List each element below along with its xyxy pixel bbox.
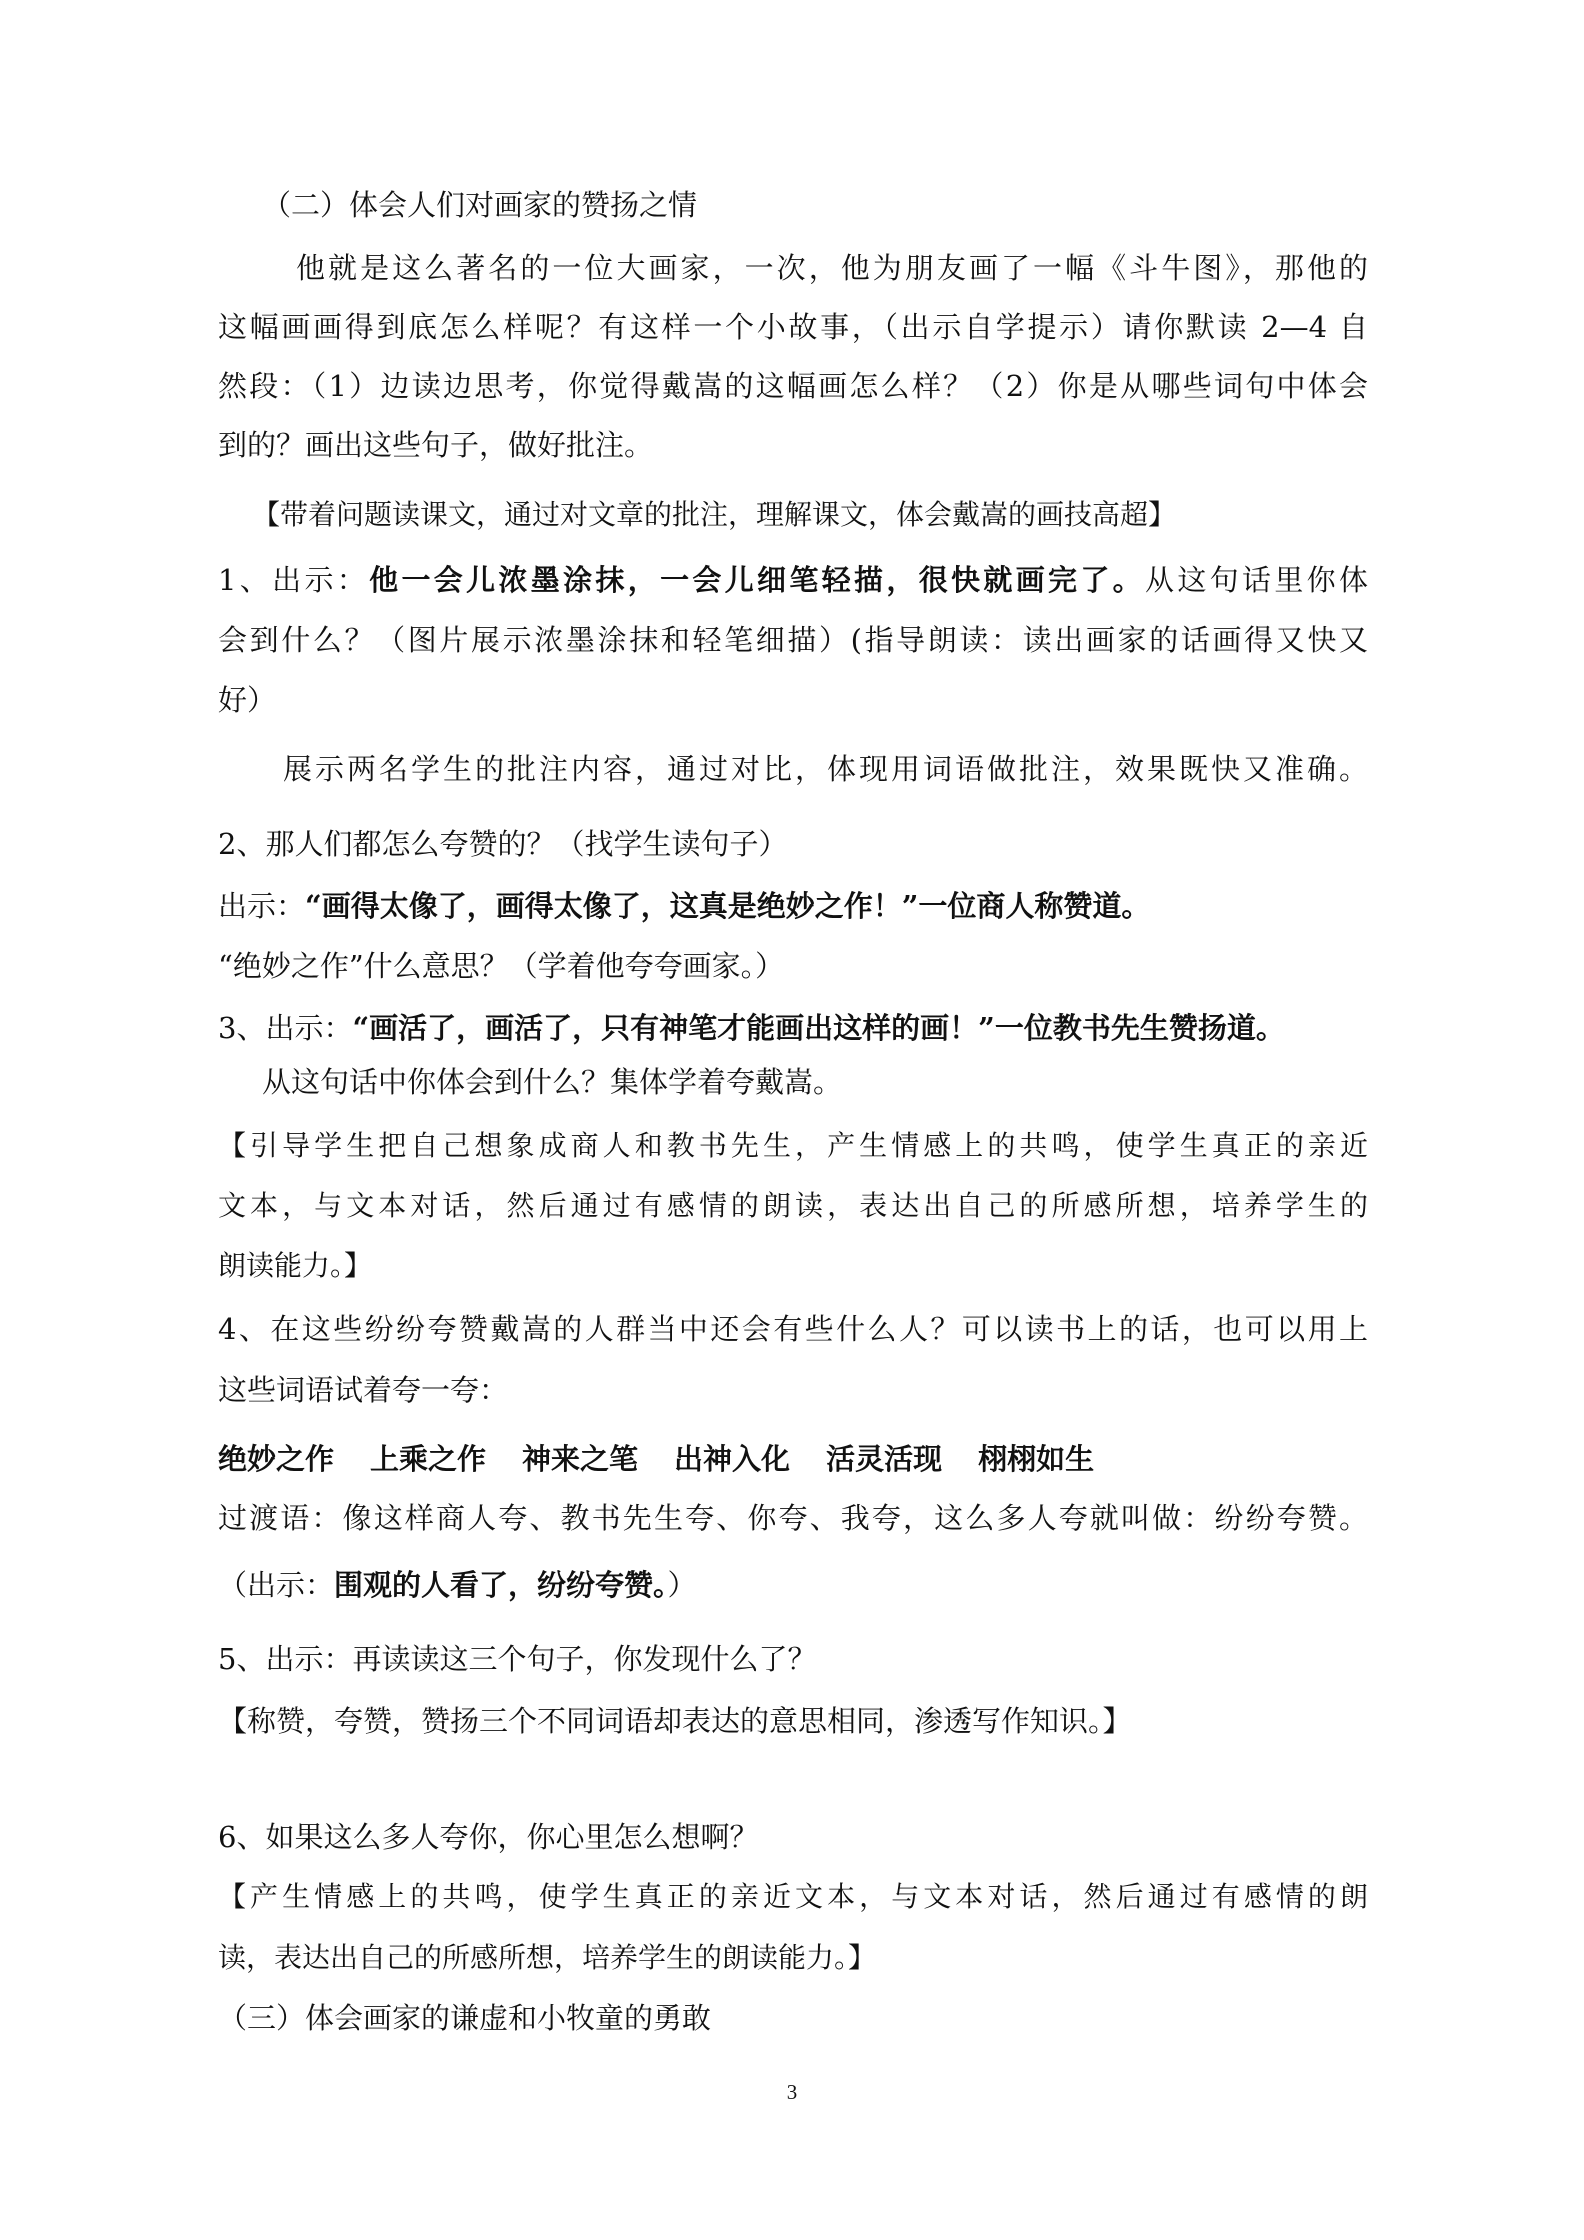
item-4-show: （出示：围观的人看了，纷纷夸赞。） <box>218 1568 697 1602</box>
praise-word: 活灵活现 <box>826 1442 943 1476</box>
item-3-show: 3、出示：“画活了，画活了，只有神笔才能画出这样的画！”一位教书先生赞扬道。 <box>218 1011 1285 1045</box>
item-6-note-line-1: 【产生情感上的共鸣，使学生真正的亲近文本，与文本对话，然后通过有感情的朗 <box>218 1880 1368 1913</box>
praise-word: 上乘之作 <box>370 1442 487 1476</box>
section-2-heading: （二）体会人们对画家的赞扬之情 <box>262 188 698 222</box>
praise-word-list <box>218 1439 1130 1479</box>
teaching-note-2-line-2: 文本，与文本对话，然后通过有感情的朗读，表达出自己的所感所想，培养学生的 <box>218 1189 1368 1222</box>
praise-word: 神来之笔 <box>522 1442 639 1476</box>
section-3-heading: （三）体会画家的谦虚和小牧童的勇敢 <box>218 2001 712 2035</box>
page-number: 3 <box>786 2080 798 2104</box>
item-6-note-line-2: 读，表达出自己的所感所想，培养学生的朗读能力。】 <box>218 1941 877 1974</box>
intro-line-1: 他就是这么著名的一位大画家，一次，他为朋友画了一幅《斗牛图》，那他的 <box>296 251 1368 285</box>
item-1-line-1: 1、出示：他一会儿浓墨涂抹，一会儿细笔轻描，很快就画完了。从这句话里你体 <box>218 563 1368 597</box>
item-3-question: 从这句话中你体会到什么？集体学着夸戴嵩。 <box>262 1065 843 1099</box>
item-1-line-2: 会到什么？（图片展示浓墨涂抹和轻笔细描）(指导朗读：读出画家的话画得又快又 <box>218 623 1368 657</box>
item-5-note: 【称赞，夸赞，赞扬三个不同词语却表达的意思相同，渗透写作知识。】 <box>218 1704 1132 1738</box>
teaching-note-2-line-3: 朗读能力。】 <box>218 1249 373 1282</box>
intro-line-2: 这幅画画得到底怎么样呢？有这样一个小故事，（出示自学提示）请你默读 2—4 自 <box>218 310 1368 344</box>
item-1-line-4: 展示两名学生的批注内容，通过对比，体现用词语做批注，效果既快又准确。 <box>283 752 1368 786</box>
item-4-line-2: 这些词语试着夸一夸： <box>218 1373 509 1407</box>
teaching-note-2-line-1: 【引导学生把自己想象成商人和教书先生，产生情感上的共鸣，使学生真正的亲近 <box>218 1129 1368 1162</box>
item-4-line-1: 4、在这些纷纷夸赞戴嵩的人群当中还会有些什么人？可以读书上的话，也可以用上 <box>218 1312 1368 1346</box>
item-1-line-3: 好） <box>218 683 277 717</box>
teaching-note-1: 【带着问题读课文，通过对文章的批注，理解课文，体会戴嵩的画技高超】 <box>252 498 1177 531</box>
item-5-question: 5、出示：再读读这三个句子，你发现什么了？ <box>218 1642 817 1676</box>
praise-word: 绝妙之作 <box>218 1442 335 1476</box>
intro-line-3: 然段：（1）边读边思考，你觉得戴嵩的这幅画怎么样？（2）你是从哪些词句中体会 <box>218 369 1368 403</box>
item-2-question: 2、那人们都怎么夸赞的？（找学生读句子） <box>218 827 788 861</box>
item-2-show: 出示：“画得太像了，画得太像了，这真是绝妙之作！”一位商人称赞道。 <box>218 889 1151 923</box>
item-6-question: 6、如果这么多人夸你，你心里怎么想啊？ <box>218 1820 759 1854</box>
transition-sentence: 过渡语：像这样商人夸、教书先生夸、你夸、我夸，这么多人夸就叫做：纷纷夸赞。 <box>218 1501 1368 1535</box>
item-2-meaning: “绝妙之作”什么意思？（学着他夸夸画家。） <box>218 949 785 983</box>
praise-word: 栩栩如生 <box>978 1442 1095 1476</box>
praise-word: 出神入化 <box>674 1442 791 1476</box>
intro-line-4: 到的？画出这些句子，做好批注。 <box>218 428 654 462</box>
